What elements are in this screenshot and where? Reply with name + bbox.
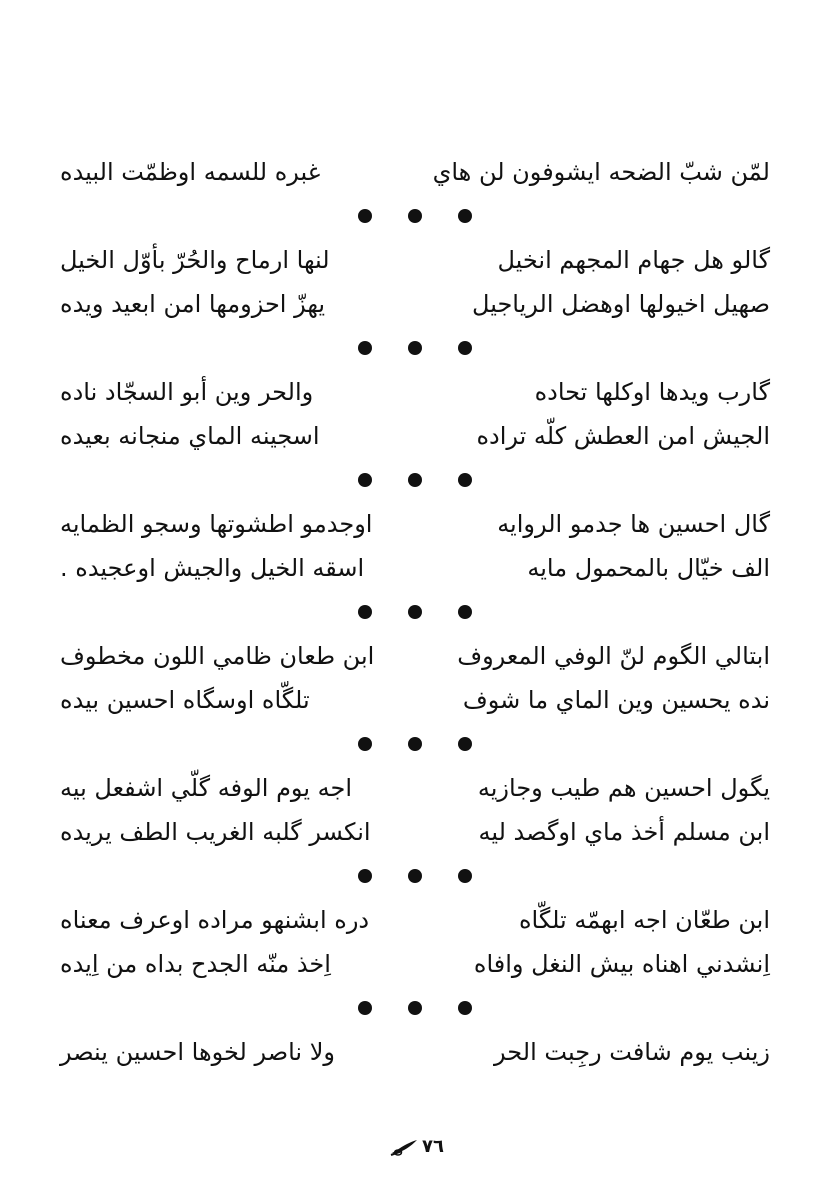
separator-dot <box>358 473 372 487</box>
first-hemistich: ابن طعّان اجه ابهمّه تلگّاه <box>518 906 770 934</box>
first-hemistich: گالو هل جهام المجهم انخيل <box>497 246 770 274</box>
second-hemistich: اسجينه الماي منجانه بعيده <box>60 422 320 450</box>
separator-dot <box>408 869 422 883</box>
stanza-separator <box>60 326 770 370</box>
separator-dot <box>358 869 372 883</box>
first-hemistich: ابتالي الگوم لنّ الوفي المعروف <box>457 642 770 670</box>
separator-dot <box>458 605 472 619</box>
page-number <box>390 1136 460 1157</box>
second-hemistich: لنها ارماح والحُرّ بأوّل الخيل <box>60 246 330 274</box>
separator-dot <box>458 869 472 883</box>
verse-line <box>60 942 770 986</box>
separator-dot <box>408 209 422 223</box>
stanza-separator <box>60 194 770 238</box>
second-hemistich: اوجدمو اطشوتها وسجو الظمايه <box>60 510 373 538</box>
stanza-separator <box>60 722 770 766</box>
verse-line <box>60 502 770 546</box>
second-hemistich: ابن طعان ظامي اللون مخطوف <box>60 642 375 670</box>
second-hemistich: والحر وين أبو السجّاد ناده <box>60 378 314 406</box>
separator-dot <box>358 737 372 751</box>
separator-dot <box>458 1001 472 1015</box>
quill-pen-icon <box>390 1138 420 1156</box>
separator-dot <box>458 473 472 487</box>
separator-dot <box>408 341 422 355</box>
separator-dot <box>358 209 372 223</box>
stanza-separator <box>60 986 770 1030</box>
verse-line <box>60 1030 770 1074</box>
first-hemistich: لمّن شبّ الضحه ايشوفون لن هاي <box>432 158 770 186</box>
second-hemistich: ولا ناصر لخوها احسين ينصر <box>60 1038 335 1066</box>
verse-line <box>60 810 770 854</box>
separator-dot <box>408 473 422 487</box>
verse-line <box>60 634 770 678</box>
separator-dot <box>408 737 422 751</box>
second-hemistich: يهزّ احزومها امن ابعيد ويده <box>60 290 326 318</box>
first-hemistich: يگول احسين هم طيب وجازيه <box>477 774 770 802</box>
verse-line <box>60 766 770 810</box>
separator-dot <box>408 1001 422 1015</box>
first-hemistich: زينب يوم شافت رجِبت الحر <box>494 1038 770 1066</box>
first-hemistich: اِنشدني اهناه بيش النغل وافاه <box>473 950 770 978</box>
separator-dot <box>458 341 472 355</box>
page-number-text: ٧٦ <box>422 1136 444 1157</box>
verse-line <box>60 150 770 194</box>
second-hemistich: تلگّاه اوسگاه احسين بيده <box>60 686 310 714</box>
poem-body <box>60 150 770 1074</box>
second-hemistich: اجه يوم الوفه گلّي اشفعل بيه <box>60 774 353 802</box>
separator-dot <box>458 737 472 751</box>
separator-dot <box>408 605 422 619</box>
separator-dot <box>358 341 372 355</box>
verse-line <box>60 414 770 458</box>
first-hemistich: ابن مسلم أخذ ماي اوگصد ليه <box>478 818 770 846</box>
verse-line <box>60 546 770 590</box>
first-hemistich: گارب ويدها اوكلها تحاده <box>534 378 770 406</box>
stanza-separator <box>60 590 770 634</box>
stanza-separator <box>60 458 770 502</box>
separator-dot <box>358 605 372 619</box>
first-hemistich: الف خيّال بالمحمول مايه <box>527 554 770 582</box>
separator-dot <box>358 1001 372 1015</box>
verse-line <box>60 370 770 414</box>
second-hemistich: اِخذ منّه الجدح بداه من اِيده <box>60 950 331 978</box>
verse-line <box>60 282 770 326</box>
first-hemistich: صهيل اخيولها اوهضل الرياجيل <box>472 290 770 318</box>
verse-line <box>60 238 770 282</box>
separator-dot <box>458 209 472 223</box>
first-hemistich: الجيش امن العطش كلّه تراده <box>476 422 770 450</box>
stanza-separator <box>60 854 770 898</box>
second-hemistich: اسقه الخيل والجيش اوعجيده . <box>60 554 365 582</box>
second-hemistich: انكسر گلبه الغريب الطف يريده <box>60 818 371 846</box>
second-hemistich: دره ابشنهو مراده اوعرف معناه <box>60 906 370 934</box>
verse-line <box>60 678 770 722</box>
verse-line <box>60 898 770 942</box>
first-hemistich: گال احسين ها جدمو الروايه <box>497 510 770 538</box>
first-hemistich: نده يحسين وين الماي ما شوف <box>462 686 770 714</box>
second-hemistich: غبره للسمه اوظمّت البيده <box>60 158 321 186</box>
